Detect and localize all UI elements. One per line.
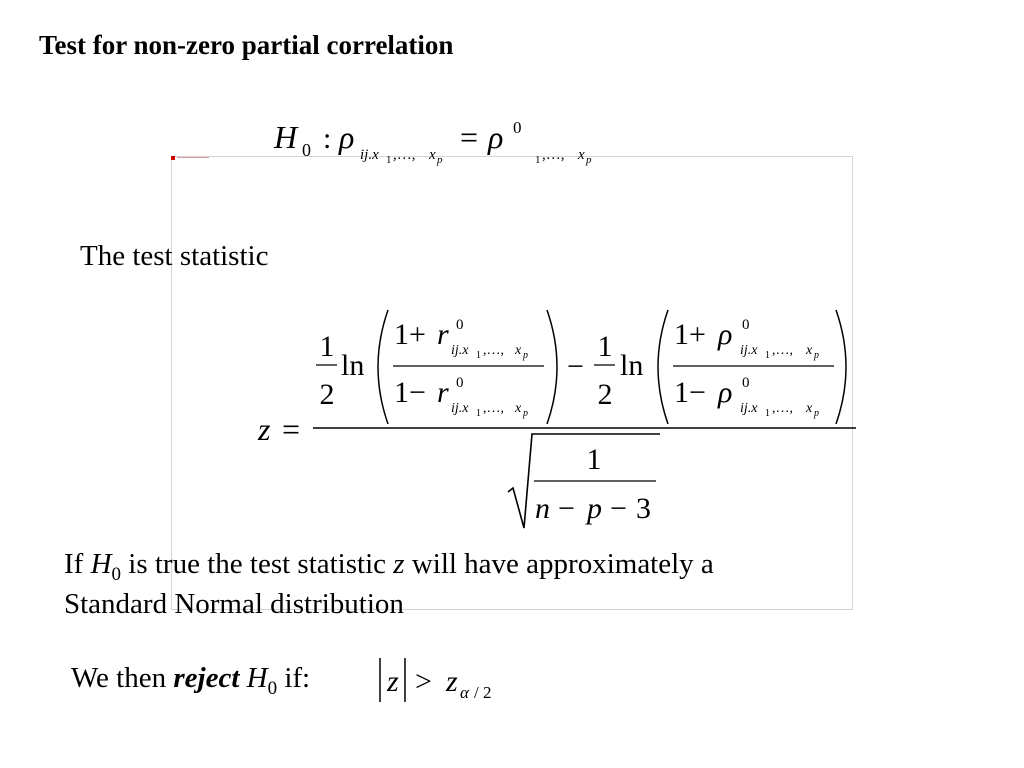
slide-title: Test for non-zero partial correlation — [39, 30, 454, 60]
r-sub-2: ij.x — [451, 401, 469, 416]
conclusion-line-2: Standard Normal distribution — [64, 588, 404, 620]
conclusion-line-1: If $H_0$ is true the test statistic z will have approximately a — [64, 548, 714, 585]
alpha-subscript: α — [460, 683, 469, 702]
r-sub-p-2: p — [523, 408, 528, 419]
one-plus-1: 1+ — [394, 318, 426, 351]
z-critical: z — [446, 665, 458, 698]
rho-sub-p-1: p — [814, 350, 819, 361]
half-denominator-2: 2 — [597, 378, 613, 411]
minus-1: − — [558, 492, 575, 525]
rho-symbol-1: ρ — [718, 318, 733, 351]
rho0-subscript-x: x — [578, 147, 585, 163]
rho0-symbol: ρ — [488, 119, 504, 155]
minus-2: − — [610, 492, 627, 525]
r-sub-x-1: x — [515, 343, 522, 358]
greater-than: > — [415, 665, 432, 698]
rho-subscript-dots: ,…, — [393, 147, 416, 163]
r-symbol-1: r — [437, 318, 449, 351]
r-sup-2: 0 — [456, 375, 464, 391]
rho-sub-one-2: 1 — [765, 408, 770, 419]
abs-z: z — [387, 665, 399, 698]
rho-subscript-p: p — [437, 154, 443, 166]
one-plus-2: 1+ — [674, 318, 706, 351]
r-sup-1: 0 — [456, 317, 464, 333]
half-denominator-1: 2 — [319, 378, 335, 411]
rho-symbol: ρ — [339, 119, 355, 155]
n-symbol: n — [535, 492, 550, 525]
ln-2: ln — [620, 349, 644, 382]
r-sub-one-2: 1 — [476, 408, 481, 419]
r-sub-dots-1: ,…, — [483, 343, 504, 358]
rho-sub-x-2: x — [806, 401, 813, 416]
rho0-subscript-one: 1 — [535, 154, 541, 166]
r-sub-x-2: x — [515, 401, 522, 416]
rho0-subscript-p: p — [586, 154, 592, 166]
rho-subscript-one: 1 — [386, 154, 392, 166]
rho-sub-1: ij.x — [740, 343, 758, 358]
h0-symbol: H — [274, 119, 298, 155]
rho-symbol-2: ρ — [718, 376, 733, 409]
minus-sign: − — [567, 350, 584, 383]
rho-subscript-x: x — [429, 147, 436, 163]
rejection-rule-text: We then reject $H_0$ if: — [71, 662, 311, 699]
rho-sub-x-1: x — [806, 343, 813, 358]
r-sub-1: ij.x — [451, 343, 469, 358]
z-symbol: z — [258, 411, 271, 447]
p-symbol: p — [587, 492, 602, 525]
three: 3 — [636, 492, 651, 525]
rho-subscript: ij.x — [360, 147, 379, 163]
rho0-superscript: 0 — [513, 118, 522, 137]
one-minus-2: 1− — [674, 376, 706, 409]
ln-1: ln — [341, 349, 365, 382]
sqrt-numerator: 1 — [586, 443, 602, 476]
r-symbol-2: r — [437, 376, 449, 409]
half-numerator-1: 1 — [319, 330, 335, 363]
equals-sign: = — [460, 119, 479, 155]
rho-sub-one-1: 1 — [765, 350, 770, 361]
rho-sup-1: 0 — [742, 317, 750, 333]
r-sub-dots-2: ,…, — [483, 401, 504, 416]
rho-sup-2: 0 — [742, 375, 750, 391]
colon: : — [323, 122, 332, 155]
test-statistic-label: The test statistic — [80, 240, 269, 272]
rho0-subscript-dots: ,…, — [542, 147, 565, 163]
half-numerator-2: 1 — [597, 330, 613, 363]
rho-sub-2: ij.x — [740, 401, 758, 416]
rho-sub-dots-2: ,…, — [772, 401, 793, 416]
r-sub-p-1: p — [523, 350, 528, 361]
h0-subscript: 0 — [302, 140, 311, 160]
rho-sub-dots-1: ,…, — [772, 343, 793, 358]
half-subscript: / 2 — [474, 683, 492, 702]
equals-sign: = — [282, 411, 301, 447]
one-minus-1: 1− — [394, 376, 426, 409]
r-sub-one-1: 1 — [476, 350, 481, 361]
rho-sub-p-2: p — [814, 408, 819, 419]
